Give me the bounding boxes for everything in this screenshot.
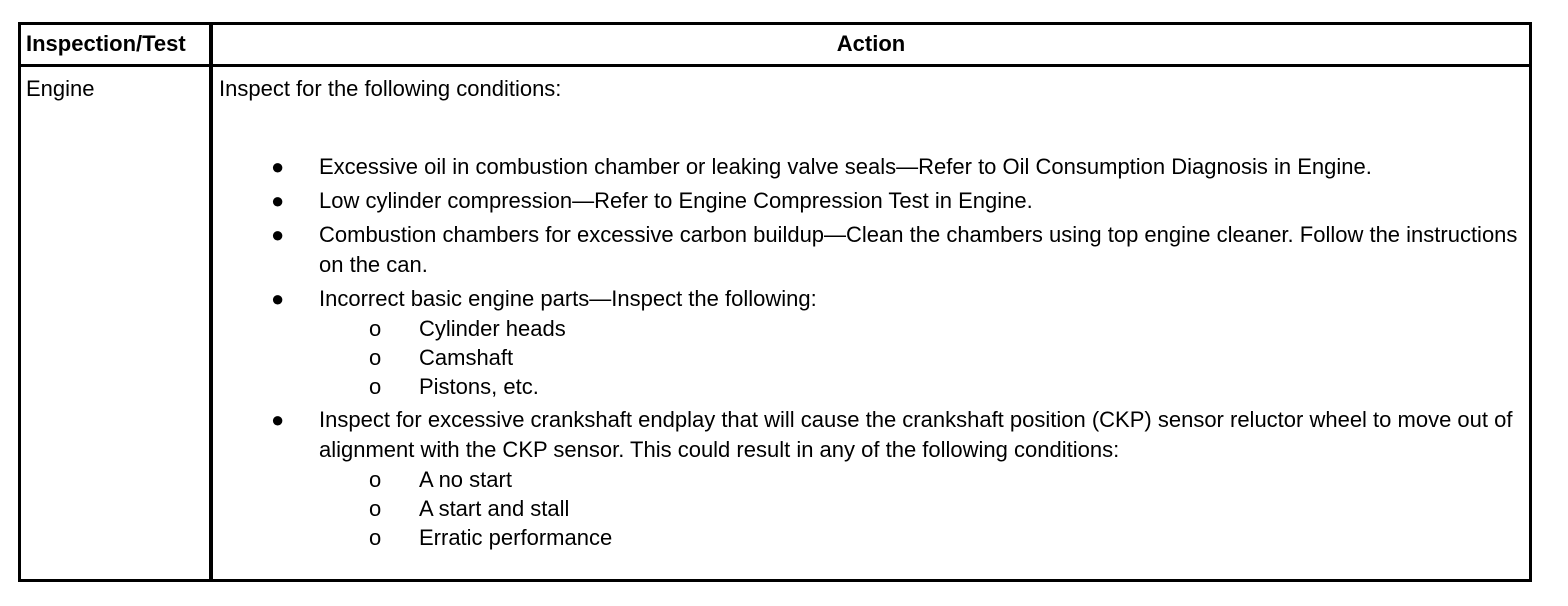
bullet-icon: ● (271, 222, 285, 247)
sub-condition-item (319, 314, 1519, 343)
sub-condition-list (319, 314, 1519, 401)
circle-bullet-icon: o (369, 496, 382, 521)
condition-item (219, 405, 1519, 552)
condition-item (219, 284, 1519, 401)
condition-text: Incorrect basic engine parts—Inspect the following: (319, 286, 817, 311)
sub-condition-list (319, 465, 1519, 552)
bullet-icon: ● (271, 407, 285, 432)
sub-condition-text: A start and stall (419, 496, 570, 521)
bullet-icon: ● (271, 188, 285, 213)
action-cell (213, 67, 1529, 579)
inspection-cell: Engine (21, 67, 213, 579)
condition-item (219, 152, 1519, 182)
sub-condition-text: Pistons, etc. (419, 374, 539, 399)
sub-condition-item (319, 523, 1519, 552)
bullet-icon: ● (271, 286, 285, 311)
sub-condition-item (319, 465, 1519, 494)
sub-condition-item (319, 494, 1519, 523)
circle-bullet-icon: o (369, 316, 382, 341)
circle-bullet-icon: o (369, 374, 382, 399)
condition-text: Inspect for excessive crankshaft endplay that will cause the crankshaft position (CKP) sensor reluctor wheel to move out of alignment with the CKP sensor. This could result in any of the following conditions: (319, 407, 1513, 462)
condition-text: Low cylinder compression—Refer to Engine Compression Test in Engine. (319, 188, 1033, 213)
condition-list (219, 152, 1519, 552)
condition-item (219, 220, 1519, 280)
sub-condition-item (319, 343, 1519, 372)
diagnostic-table (18, 22, 1532, 582)
circle-bullet-icon: o (369, 525, 382, 550)
condition-text: Excessive oil in combustion chamber or leaking valve seals—Refer to Oil Consumption Diagnosis in Engine. (319, 154, 1372, 179)
circle-bullet-icon: o (369, 467, 382, 492)
condition-item (219, 186, 1519, 216)
sub-condition-text: A no start (419, 467, 512, 492)
sub-condition-text: Erratic performance (419, 525, 613, 550)
sub-condition-item (319, 372, 1519, 401)
sub-condition-text: Camshaft (419, 345, 514, 370)
column-header-inspection: Inspection/Test (21, 25, 213, 67)
bullet-icon: ● (271, 154, 285, 179)
sub-condition-text: Cylinder heads (419, 316, 566, 341)
column-header-action: Action (213, 25, 1529, 67)
condition-text: Combustion chambers for excessive carbon buildup—Clean the chambers using top engine cleaner. Follow the instructions on the can. (319, 222, 1518, 277)
action-intro: Inspect for the following conditions: (219, 76, 562, 101)
circle-bullet-icon: o (369, 345, 382, 370)
